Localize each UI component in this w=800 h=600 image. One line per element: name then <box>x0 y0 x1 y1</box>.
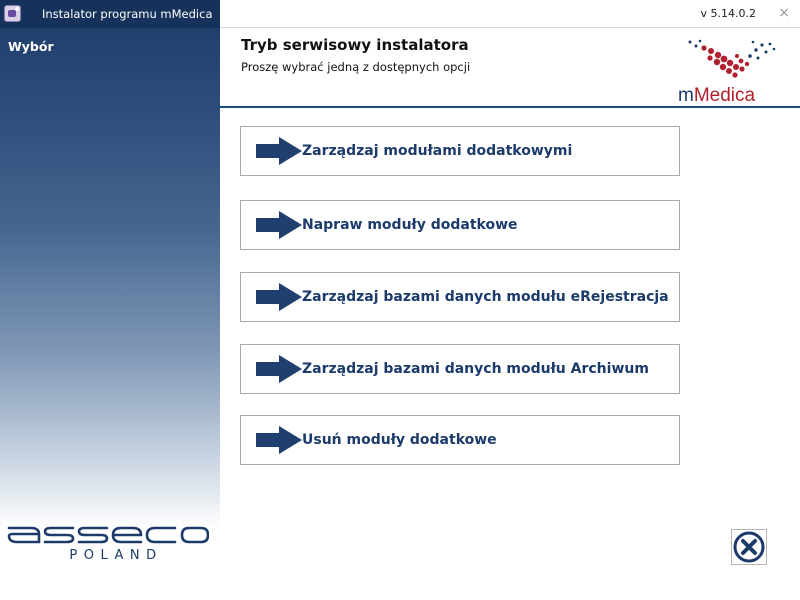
logo-subtitle: POLAND <box>69 548 163 563</box>
option-label: Usuń moduły dodatkowe <box>302 432 497 448</box>
asseco-logo-mark <box>7 522 209 544</box>
option-manage-eregistration-db[interactable] <box>240 272 680 322</box>
arrow-right-icon <box>255 210 303 240</box>
option-remove-modules[interactable] <box>240 415 680 465</box>
option-manage-modules[interactable] <box>240 126 680 176</box>
option-manage-archive-db[interactable] <box>240 344 680 394</box>
arrow-right-icon <box>255 136 303 166</box>
asseco-logo <box>7 522 209 564</box>
option-label: Zarządzaj bazami danych modułu Archiwum <box>302 361 649 377</box>
step-label: Wybór <box>8 39 54 54</box>
mmedica-logo <box>674 36 784 108</box>
mmedica-logo-mark <box>674 36 784 86</box>
version-label: v 5.14.0.2 <box>700 7 756 20</box>
arrow-right-icon <box>255 282 303 312</box>
brand-name: Medica <box>693 85 756 106</box>
sidebar <box>0 0 220 600</box>
top-divider <box>220 27 800 28</box>
option-label: Zarządzaj bazami danych modułu eRejestracja <box>302 289 669 305</box>
option-label: Napraw moduły dodatkowe <box>302 217 518 233</box>
header-divider <box>220 106 800 108</box>
arrow-right-icon <box>255 425 303 455</box>
option-repair-modules[interactable] <box>240 200 680 250</box>
window-title: Instalator programu mMedica <box>42 7 213 21</box>
title-bar <box>0 0 220 28</box>
main-content <box>220 0 800 600</box>
close-circle-icon <box>733 531 765 563</box>
page-title: Tryb serwisowy instalatora <box>241 36 469 54</box>
arrow-right-icon <box>255 354 303 384</box>
window-close-button[interactable]: × <box>778 5 790 21</box>
app-icon <box>4 5 21 22</box>
page-subtitle: Proszę wybrać jedną z dostępnych opcji <box>241 60 471 74</box>
brand-prefix: m <box>678 85 694 106</box>
exit-button[interactable] <box>731 529 767 565</box>
option-label: Zarządzaj modułami dodatkowymi <box>302 143 573 159</box>
brand-text <box>678 85 755 107</box>
